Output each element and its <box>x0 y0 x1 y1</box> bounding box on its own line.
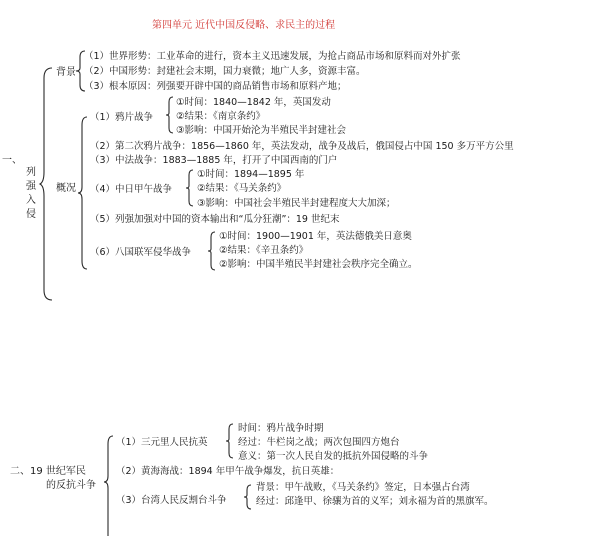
eight-nation-bracket <box>208 232 216 270</box>
sanyuanli-label: （1）三元里人民抗英 <box>116 437 208 448</box>
sino-japanese-item-1: ①时间：1894—1895 年 <box>197 169 305 180</box>
taiwan-item-1: 背景：甲午战败，《马关条约》签定，日本强占台湾 <box>256 482 470 493</box>
sino-japanese-item-2: ②结果：《马关条约》 <box>197 183 287 194</box>
overview-item-5: （5）列强加强对中国的资本输出和“瓜分狂潮”：19 世纪末 <box>90 214 340 225</box>
taiwan-label: （3）台湾人民反割台斗争 <box>116 495 227 506</box>
background-item-1: （1）世界形势：工业革命的进行，资本主义迅速发展，为抢占商品市场和原料而对外扩张 <box>84 51 461 62</box>
sino-japanese-label: （4）中日甲午战争 <box>90 184 173 195</box>
background-label: 背景 <box>56 67 76 78</box>
section2-label-line1: 二、19 世纪军民 <box>10 466 86 477</box>
overview-item-2: （2）第二次鸦片战争：1856—1860 年，英法发动，战争及战后，俄国侵占中国 150 多万平方公里 <box>90 141 514 152</box>
section2-item-2: （2）黄海海战：1894 年甲午战争爆发，抗日英雄： <box>116 466 340 477</box>
taiwan-bracket <box>244 485 252 509</box>
overview-item-3: （3）中法战争：1883—1885 年，打开了中国西南的门户 <box>90 155 338 166</box>
background-item-2: （2）中国形势：封建社会末期，国力衰微；地广人多，资源丰富。 <box>84 66 366 77</box>
section2-bracket <box>104 436 114 536</box>
opium-war-label: （1）鸦片战争 <box>90 112 154 123</box>
taiwan-item-2: 经过：邱逢甲、徐骧为首的义军；刘永福为首的黑旗军。 <box>256 496 494 507</box>
sanyuanli-bracket <box>226 424 234 458</box>
section1-label-num: 一、 <box>2 155 22 166</box>
sanyuanli-item-2: 经过：牛栏岗之战；两次包围四方炮台 <box>238 437 400 448</box>
section2-label-line2: 的反抗斗争 <box>46 480 96 491</box>
eight-nation-item-2: ②结果：《辛丑条约》 <box>219 245 309 256</box>
eight-nation-label: （6）八国联军侵华战争 <box>90 247 192 258</box>
sanyuanli-item-3: 意义：第一次人民自发的抵抗外国侵略的斗争 <box>238 451 429 462</box>
background-item-3: （3）根本原因：列强要开辟中国的商品销售市场和原料产地； <box>84 81 347 92</box>
overview-label: 概况 <box>56 183 76 194</box>
eight-nation-item-1: ①时间：1900—1901 年，英法德俄美日意奥 <box>219 231 412 242</box>
sanyuanli-item-1: 时间：鸦片战争时期 <box>238 423 324 434</box>
eight-nation-item-3: ②影响：中国半殖民半封建社会秩序完全确立。 <box>219 259 418 270</box>
page-title: 第四单元 近代中国反侵略、求民主的过程 <box>152 20 336 31</box>
sino-japanese-bracket <box>186 170 194 206</box>
opium-war-item-1: ①时间：1840—1842 年，英国发动 <box>176 97 331 108</box>
section1-bracket <box>40 68 54 300</box>
opium-war-bracket <box>166 97 174 133</box>
overview-bracket <box>78 117 88 269</box>
section1-label: 列强入侵 <box>26 167 36 220</box>
sino-japanese-item-3: ③影响：中国社会半殖民半封建程度大大加深； <box>197 198 396 209</box>
opium-war-item-3: ③影响：中国开始沦为半殖民半封建社会 <box>176 125 347 136</box>
opium-war-item-2: ②结果：《南京条约》 <box>176 111 266 122</box>
